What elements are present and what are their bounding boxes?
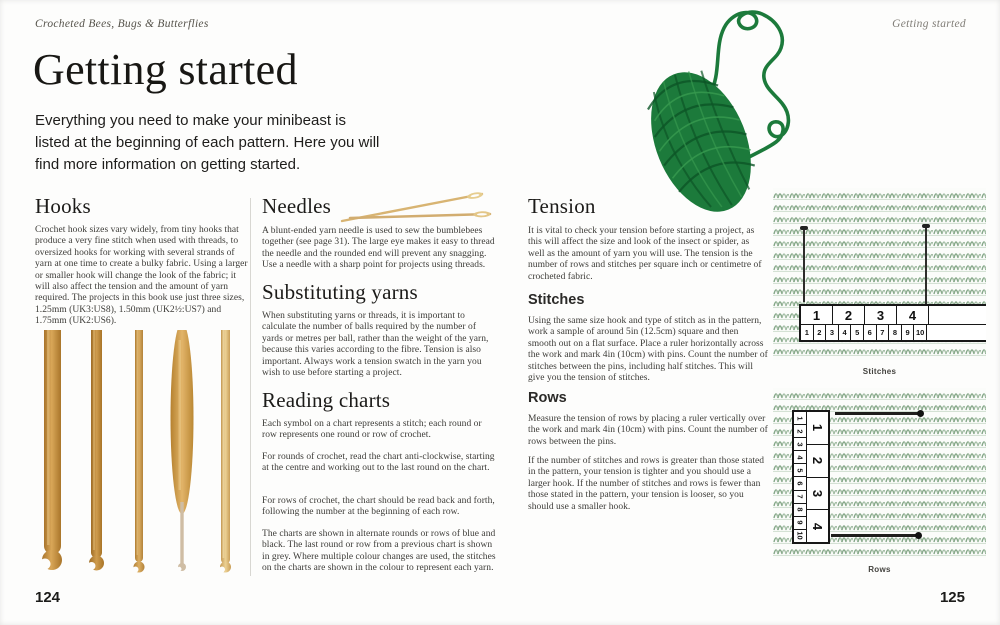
reading-charts-paragraph: Each symbol on a chart represents a stitch; each round or row represents one round or row of crochet. bbox=[262, 419, 482, 441]
ruler-tick: 3 bbox=[795, 442, 805, 447]
ruler-ticks-row bbox=[801, 325, 986, 340]
page-number-left: 124 bbox=[35, 589, 61, 606]
crochet-hooks-photo bbox=[32, 330, 242, 578]
figure-label: Rows bbox=[868, 565, 891, 574]
yarn-needles-illustration bbox=[332, 186, 498, 228]
lead-paragraph: Everything you need to make your minibeast is listed at the beginning of each pattern. Here you will find more information on getting started. bbox=[35, 112, 380, 173]
reading-charts-paragraph: For rows of crochet, the chart should be read back and forth, following the number at the beginning of each row. bbox=[262, 496, 495, 518]
ruler-tick: 10 bbox=[914, 325, 927, 340]
ruler-tick: 6 bbox=[864, 325, 877, 340]
ruler-unit: 4 bbox=[809, 522, 825, 530]
stitch-tension-figure bbox=[773, 188, 986, 376]
hooks-heading: Hooks bbox=[35, 194, 91, 218]
ruler-unit: 3 bbox=[809, 489, 825, 497]
ruler-tick: 9 bbox=[795, 520, 805, 525]
ruler-tick: 6 bbox=[795, 481, 805, 486]
ruler-tick: 5 bbox=[851, 325, 864, 340]
ruler-tick: 1 bbox=[801, 325, 814, 340]
running-head-left: Crocheted Bees, Bugs & Butterflies bbox=[35, 18, 209, 30]
yarn-skein-illustration bbox=[606, 0, 808, 215]
stitches-body: Using the same size hook and type of stitch as in the pattern, work a sample of around 5in (12.5cm) square and then smooth out on a flat surface. Place a ruler horizontally across the work and mark 4in (10cm) with pins. Count the number of stitches between the pins, including half stitches. This will give you the tension of stitches. bbox=[528, 316, 768, 383]
needles-body: A blunt-ended yarn needle is used to sew the bumblebees together (see page 31). The large eye makes it easy to thread the needle and the rounded end will prevent any snagging. Use a needle with a sharp point for projects using threads. bbox=[262, 226, 495, 271]
substituting-yarns-heading: Substituting yarns bbox=[262, 280, 418, 304]
tension-body: It is vital to check your tension before starting a project, as this will affect the size and look of the insect or spider, as well as the amount of yarn you will use. The tension is the number of rows and stitches per square inch or centimetre of crocheted fabric. bbox=[528, 226, 762, 282]
reading-charts-heading: Reading charts bbox=[262, 388, 391, 412]
pin-icon bbox=[831, 534, 919, 537]
ruler-unit: 4 bbox=[897, 306, 929, 324]
row-tension-diagram bbox=[773, 388, 986, 558]
rows-heading: Rows bbox=[528, 390, 567, 406]
rows-paragraph: Measure the tension of rows by placing a ruler vertically over the work and mark 4in (10cm) with pins. Count the number of rows between the pins. bbox=[528, 414, 768, 447]
ruler-tick: 4 bbox=[795, 455, 805, 460]
figure-label: Stitches bbox=[862, 367, 897, 376]
pin-icon bbox=[803, 228, 805, 302]
hooks-body: Crochet hook sizes vary widely, from tiny hooks that produce a very fine stitch when used with threads, to oversized hooks for working with several strands of yarn at one time to create a bulky fabric. Using a larger or smaller hook will change the look of the fabric; it will also affect the tension and the amount of yarn required. The projects in this book use just three sizes, 1.25mm (UK3:US8), 1.50mm (UK2½:US7) and 1.75mm (UK2:US6). bbox=[35, 225, 248, 327]
needles-heading: Needles bbox=[262, 194, 332, 218]
reading-charts-paragraph: The charts are shown in alternate rounds or rows of blue and black. The last round or row from a previous chart is shown in grey. Where multiple colour changes are used, the stitches on the charts are shown in the colour to represent each yarn. bbox=[262, 529, 496, 574]
ruler-units-column bbox=[807, 412, 828, 542]
ruler-tick: 8 bbox=[889, 325, 902, 340]
ruler-unit: 1 bbox=[809, 424, 825, 432]
crochet-hooks-illustration bbox=[32, 330, 242, 578]
ruler-tick: 10 bbox=[795, 531, 805, 541]
ruler-tick: 4 bbox=[839, 325, 852, 340]
rows-paragraph: If the number of stitches and rows is greater than those stated in the pattern, your tension is tighter and you should use a larger hook. If the number of stitches and rows is fewer than those stated in the pattern, your tension is looser, so you should use a smaller hook. bbox=[528, 456, 765, 512]
ruler-ticks-column bbox=[794, 412, 807, 542]
ruler-tick: 9 bbox=[902, 325, 915, 340]
ruler-tick: 2 bbox=[814, 325, 827, 340]
horizontal-ruler bbox=[799, 304, 986, 342]
ruler-blank bbox=[929, 306, 961, 324]
ruler-tick: 2 bbox=[795, 429, 805, 434]
ruler-tick: 7 bbox=[795, 494, 805, 499]
yarn-needles-photo bbox=[332, 186, 498, 228]
pin-icon bbox=[835, 412, 921, 415]
ruler-unit: 2 bbox=[833, 306, 865, 324]
ruler-unit: 1 bbox=[801, 306, 833, 324]
ruler-unit: 2 bbox=[809, 457, 825, 465]
tension-heading: Tension bbox=[528, 194, 596, 218]
ruler-unit: 3 bbox=[865, 306, 897, 324]
ruler-tick: 7 bbox=[877, 325, 890, 340]
running-head-right: Getting started bbox=[892, 18, 966, 30]
stitches-heading: Stitches bbox=[528, 292, 585, 308]
vertical-ruler bbox=[792, 410, 830, 544]
ruler-units-row bbox=[801, 306, 986, 325]
ruler-tick: 8 bbox=[795, 507, 805, 512]
ruler-tick: 3 bbox=[826, 325, 839, 340]
pin-icon bbox=[925, 226, 927, 304]
stitch-tension-diagram bbox=[773, 188, 986, 360]
page-number-right: 125 bbox=[939, 589, 965, 606]
yarn-skein-photo bbox=[606, 0, 808, 215]
reading-charts-paragraph: For rounds of crochet, read the chart anti-clockwise, starting at the centre and working out to the last round on the chart. bbox=[262, 452, 495, 474]
substituting-yarns-body: When substituting yarns or threads, it is important to calculate the number of balls required by the number of yards or metres per ball, rather than the weight of the yarn, because this varies according to the fibre. Tension is also important. Always work a tension swatch in the yarn you wish to use before starting a project. bbox=[262, 311, 489, 378]
column-divider bbox=[250, 198, 251, 576]
row-tension-figure bbox=[773, 388, 986, 574]
ruler-blank bbox=[927, 325, 940, 340]
page-title: Getting started bbox=[33, 45, 298, 94]
ruler-tick: 1 bbox=[795, 415, 805, 421]
ruler-tick: 5 bbox=[795, 468, 805, 473]
